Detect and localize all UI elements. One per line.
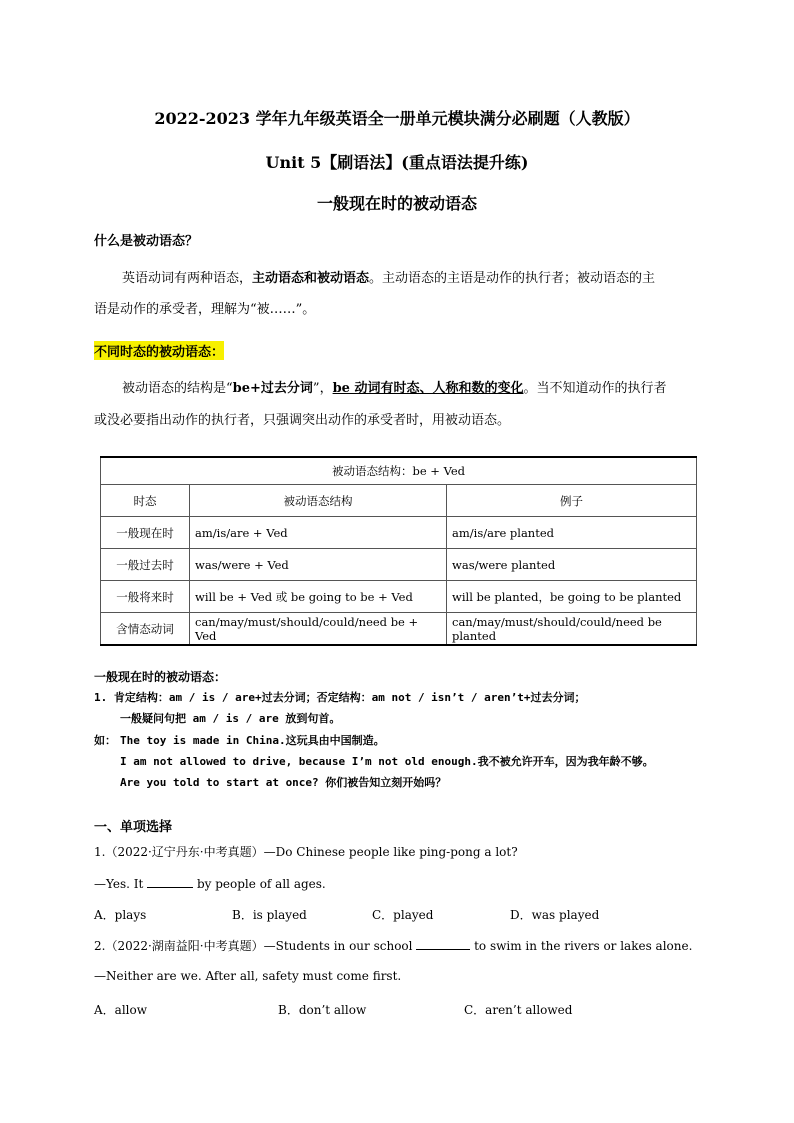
rule-question: 一般疑问句把 am / is / are 放到句首。 [120,712,341,725]
tenses-text-e: 。当不知道动作的执行者 [523,381,667,396]
table-cell-example: was/were planted [447,549,697,581]
intro-paragraph-line1 [122,270,655,288]
table-cell-structure: am/is/are + Ved [190,517,447,549]
example-sentence-1: The toy is made in China.这玩具由中国制造。 [120,734,385,747]
question-2-option-c: C．aren’t allowed [464,1003,573,1017]
table-header-structure: 被动语态结构 [190,485,447,517]
main-title: 2022-2023 学年九年级英语全一册单元模块满分必刷题（人教版） [154,109,640,128]
table-cell-tense: 含情态动词 [101,613,190,646]
question-2-option-a: A．allow [94,1003,147,1017]
unit-subtitle: Unit 5【刷语法】(重点语法提升练) [265,153,529,172]
question-1-text-b: by people of all ages. [193,877,326,891]
tenses-heading: 不同时态的被动语态： [94,341,224,360]
example-sentence-3: Are you told to start at once? 你们被告知立刻开始吗？ [120,776,447,789]
table-header-example: 例子 [447,485,697,517]
intro-paragraph-line2: 语是动作的承受者，理解为“被……”。 [94,302,316,317]
question-1-option-b: B．is played [232,908,307,922]
intro-text-a: 英语动词有两种语态， [122,271,253,286]
question-1-option-c: C．played [372,908,434,922]
intro-heading: 什么是被动语态？ [94,234,199,249]
topic-title: 一般现在时的被动语态 [316,194,477,213]
question-2-text-a: 2.（2022·湖南益阳·中考真题）—Students in our school [94,939,417,953]
tenses-text-c: ”， [312,381,333,396]
answer-blank [416,937,470,950]
table-row [101,549,697,581]
question-1-line2 [94,875,326,891]
table-row [101,517,697,549]
tenses-paragraph-line2: 或没必要指出动作的执行者，只强调突出动作的承受者时，用被动语态。 [94,413,511,428]
table-row [101,613,697,646]
table-cell-structure: can/may/must/should/could/need be + Ved [190,613,447,646]
question-2-line2: —Neither are we. After all, safety must come first. [94,969,402,983]
example-label: 如： [94,734,116,747]
present-passive-heading: 一般现在时的被动语态： [94,670,227,684]
example-sentence-2: I am not allowed to drive, because I’m not old enough.我不被允许开车，因为我年龄不够。 [120,755,654,768]
passive-structure-table [100,456,697,646]
table-cell-example: am/is/are planted [447,517,697,549]
question-1-text-a: —Yes. It [94,877,148,891]
tenses-text-underlined: be 动词有时态、人称和数的变化 [332,381,524,396]
question-2-stem [94,937,692,954]
question-2-text-b: to swim in the rivers or lakes alone. [470,939,693,953]
question-1-option-a: A．plays [94,908,147,922]
table-cell-tense: 一般现在时 [101,517,190,549]
tenses-text-a: 被动语态的结构是“ [122,381,233,396]
section-heading: 一、单项选择 [94,820,173,835]
table-cell-tense: 一般过去时 [101,549,190,581]
table-header-tense: 时态 [101,485,190,517]
table-cell-structure: will be + Ved 或 be going to be + Ved [190,581,447,613]
tenses-paragraph-line1 [122,380,666,398]
rule-affirmative-negative: 1. 肯定结构：am / is / are+过去分词；否定结构：am not / isn’t / aren’t+过去分词； [94,691,586,704]
question-1-option-d: D．was played [510,908,600,922]
table-cell-structure: was/were + Ved [190,549,447,581]
question-2-option-b: B．don’t allow [278,1003,367,1017]
table-caption: 被动语态结构：be + Ved [101,457,697,485]
table-cell-example: will be planted，be going to be planted [447,581,697,613]
answer-blank [147,875,193,888]
table-cell-example: can/may/must/should/could/need be planted [447,613,697,646]
intro-text-c: 。主动语态的主语是动作的执行者；被动语态的主 [369,271,656,286]
table-row [101,581,697,613]
table-cell-tense: 一般将来时 [101,581,190,613]
question-1-stem: 1.（2022·辽宁丹东·中考真题）—Do Chinese people like ping-pong a lot? [94,845,518,859]
tenses-text-formula: be+过去分词 [232,381,313,396]
intro-text-emphasis: 主动语态和被动语态 [252,271,370,286]
